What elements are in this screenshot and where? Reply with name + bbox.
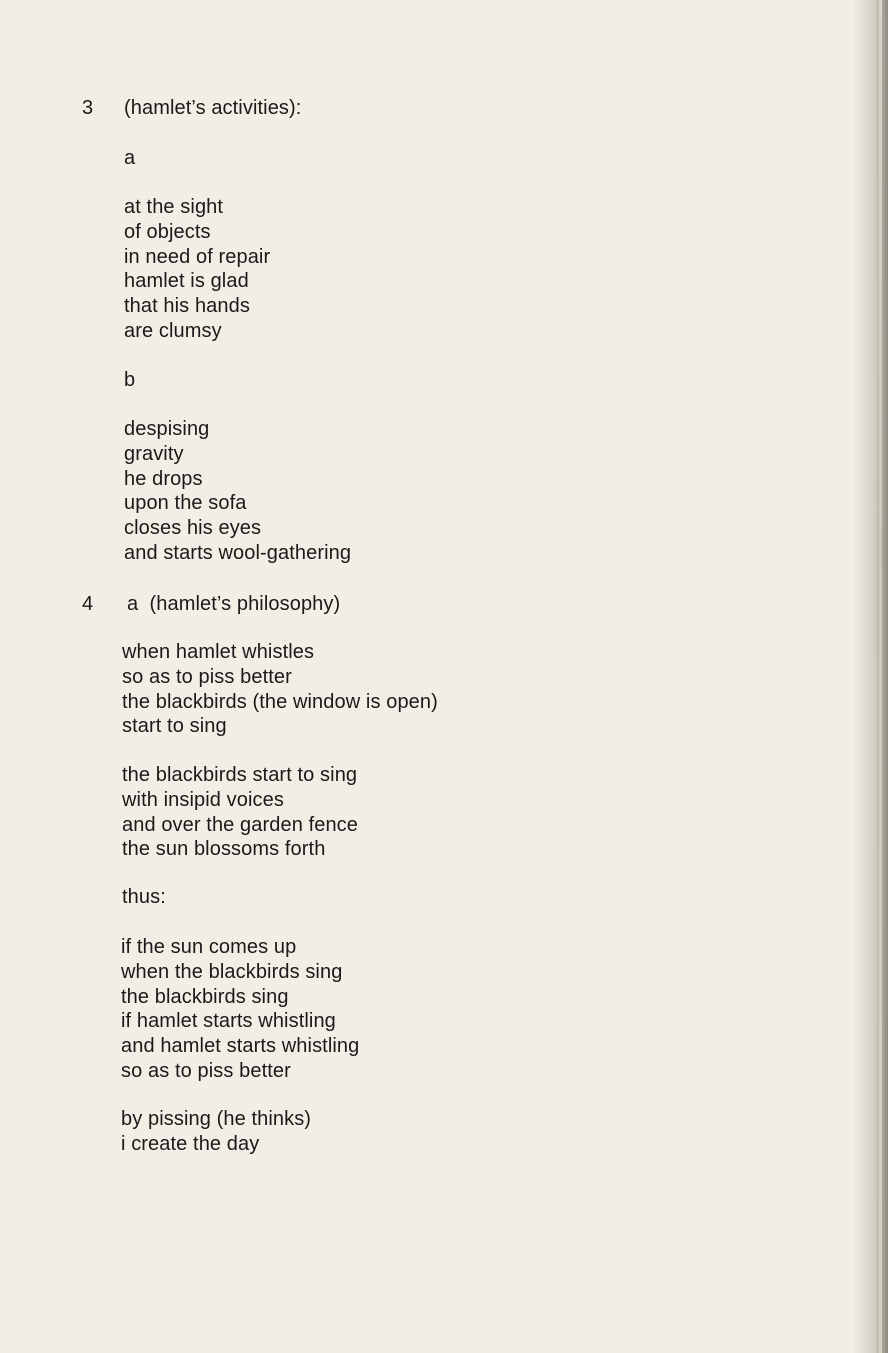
- poem-line: when hamlet whistles: [122, 641, 315, 663]
- section-4-stanza-2: [122, 763, 358, 862]
- page-edge: [879, 0, 882, 1353]
- section-3-heading: (hamlet’s activities):: [124, 97, 302, 119]
- poem-line: the blackbirds (the window is open): [122, 690, 438, 713]
- poem-line: closes his eyes: [124, 517, 262, 540]
- poem-line: and over the garden fence: [122, 813, 359, 836]
- section-4-number: 4: [82, 593, 94, 615]
- poem-line: in need of repair: [124, 245, 271, 268]
- section-3-part-a-label: a: [124, 147, 136, 169]
- section-4-stanza-1: [122, 640, 438, 739]
- poem-line: and starts wool-gathering: [124, 541, 352, 564]
- section-4-heading: a (hamlet’s philosophy): [127, 593, 341, 615]
- poem-line: gravity: [124, 442, 184, 465]
- poem-line: that his hands: [124, 295, 250, 318]
- poem-line: start to sing: [122, 715, 227, 738]
- section-3-part-b-label: b: [124, 369, 136, 391]
- section-4-thus: thus:: [122, 886, 166, 908]
- section-3-part-b-stanza: [124, 417, 351, 566]
- section-4-stanza-3: [121, 935, 359, 1084]
- poem-line: of objects: [124, 220, 211, 243]
- poem-line: the blackbirds sing: [121, 985, 289, 1008]
- poem-line: if hamlet starts whistling: [121, 1010, 336, 1033]
- section-3-number: 3: [82, 97, 94, 119]
- poem-line: so as to piss better: [122, 665, 292, 688]
- poem-line: he drops: [124, 467, 203, 490]
- section-3-part-a-stanza: [124, 195, 270, 344]
- poem-line: hamlet is glad: [124, 270, 249, 293]
- poem-line: if the sun comes up: [121, 936, 297, 958]
- poem-line: and hamlet starts whistling: [121, 1035, 360, 1058]
- section-4-stanza-4: [121, 1107, 311, 1157]
- poem-line: despising: [124, 418, 210, 440]
- poem-line: i create the day: [121, 1132, 260, 1155]
- poem-line: at the sight: [124, 196, 224, 218]
- poem-line: with insipid voices: [122, 788, 284, 811]
- poem-line: are clumsy: [124, 319, 222, 342]
- poem-line: so as to piss better: [121, 1059, 291, 1082]
- poem-line: upon the sofa: [124, 492, 247, 515]
- poem-line: the blackbirds start to sing: [122, 764, 358, 786]
- poem-line: the sun blossoms forth: [122, 838, 326, 861]
- poem-line: when the blackbirds sing: [121, 960, 343, 983]
- poem-line: by pissing (he thinks): [121, 1108, 312, 1130]
